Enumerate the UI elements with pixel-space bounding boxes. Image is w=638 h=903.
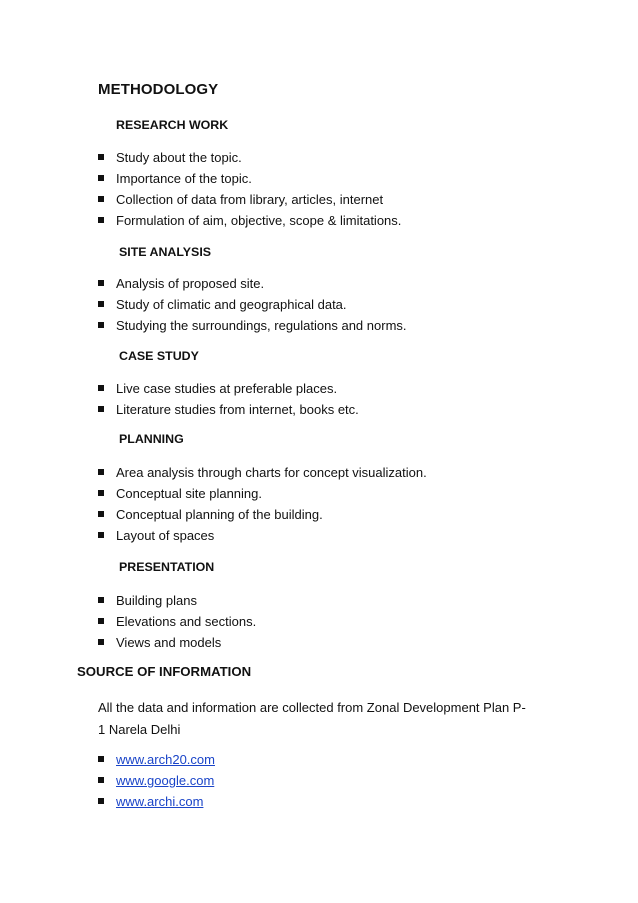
list-item: Formulation of aim, objective, scope & limitations.: [98, 210, 401, 231]
section-heading-site-analysis: SITE ANALYSIS: [119, 245, 212, 259]
section-heading-research-work: RESEARCH WORK: [116, 118, 229, 132]
source-description-line: All the data and information are collected from Zonal Development Plan P-: [98, 700, 526, 715]
presentation-list: [98, 590, 256, 653]
square-bullet-icon: [98, 196, 104, 202]
link-google[interactable]: www.google.com: [98, 770, 215, 791]
list-item: Area analysis through charts for concept visualization.: [98, 462, 427, 483]
source-of-information-heading: SOURCE OF INFORMATION: [77, 664, 252, 679]
square-bullet-icon: [98, 280, 104, 286]
source-description: [98, 697, 568, 741]
research-work-list: [98, 147, 401, 231]
list-item: Importance of the topic.: [98, 168, 401, 189]
methodology-heading: METHODOLOGY: [98, 81, 219, 98]
source-links-list: [98, 749, 215, 812]
square-bullet-icon: [98, 618, 104, 624]
list-item: Views and models: [98, 632, 256, 653]
square-bullet-icon: [98, 597, 104, 603]
planning-list: [98, 462, 427, 546]
square-bullet-icon: [98, 385, 104, 391]
square-bullet-icon: [98, 217, 104, 223]
section-heading-presentation: PRESENTATION: [119, 560, 215, 574]
square-bullet-icon: [98, 798, 104, 804]
square-bullet-icon: [98, 756, 104, 762]
square-bullet-icon: [98, 511, 104, 517]
list-item: Conceptual planning of the building.: [98, 504, 427, 525]
square-bullet-icon: [98, 532, 104, 538]
link-arch20[interactable]: www.arch20.com: [98, 749, 215, 770]
source-description-line: 1 Narela Delhi: [98, 722, 181, 737]
list-item: Study about the topic.: [98, 147, 401, 168]
list-item: Study of climatic and geographical data.: [98, 294, 407, 315]
list-item: Studying the surroundings, regulations and norms.: [98, 315, 407, 336]
square-bullet-icon: [98, 777, 104, 783]
section-heading-case-study: CASE STUDY: [119, 349, 199, 363]
square-bullet-icon: [98, 175, 104, 181]
list-item: Collection of data from library, articles, internet: [98, 189, 401, 210]
section-heading-planning: PLANNING: [119, 432, 184, 446]
list-item: Conceptual site planning.: [98, 483, 427, 504]
list-item: Literature studies from internet, books etc.: [98, 399, 359, 420]
list-item: Live case studies at preferable places.: [98, 378, 359, 399]
list-item: Building plans: [98, 590, 256, 611]
square-bullet-icon: [98, 154, 104, 160]
site-analysis-list: [98, 273, 407, 336]
square-bullet-icon: [98, 406, 104, 412]
square-bullet-icon: [98, 639, 104, 645]
square-bullet-icon: [98, 469, 104, 475]
list-item: Layout of spaces: [98, 525, 427, 546]
list-item: Elevations and sections.: [98, 611, 256, 632]
case-study-list: [98, 378, 359, 420]
link-archi[interactable]: www.archi.com: [98, 791, 215, 812]
list-item: Analysis of proposed site.: [98, 273, 407, 294]
square-bullet-icon: [98, 490, 104, 496]
square-bullet-icon: [98, 301, 104, 307]
square-bullet-icon: [98, 322, 104, 328]
